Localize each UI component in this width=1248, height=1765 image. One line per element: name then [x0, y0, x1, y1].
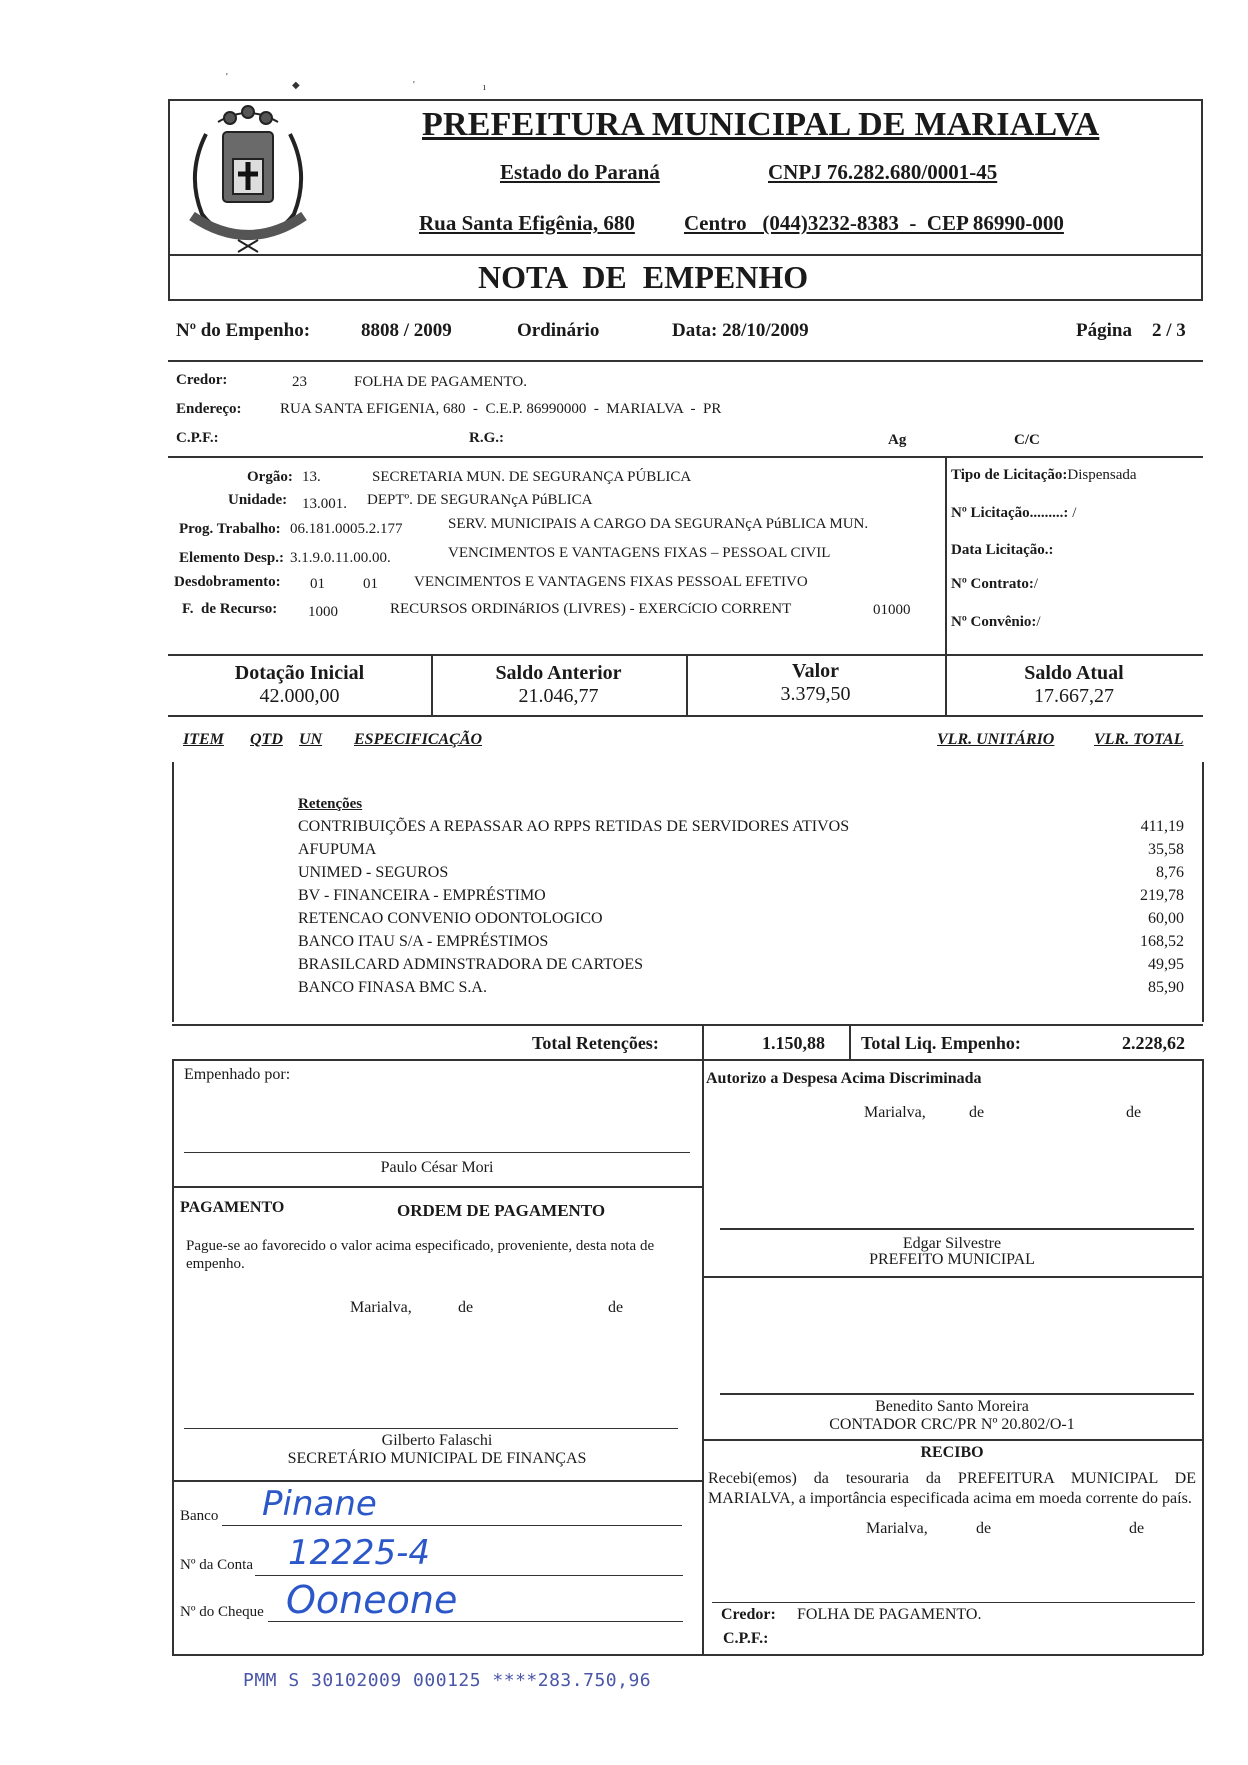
cheque-field[interactable]: Ooneone [286, 1578, 458, 1622]
secretario-sign-line [184, 1428, 678, 1429]
balance-saldo-atual [945, 662, 1203, 708]
recibo-title: RECIBO [920, 1444, 984, 1461]
recibo-credor-label: Credor: [721, 1606, 776, 1623]
header-divider [168, 254, 1203, 256]
balance-valor [686, 660, 945, 706]
numero-licitacao-label: Nº Licitação.........: [951, 505, 1069, 521]
header-contact: Centro (044)3232-8383 - CEP 86990-000 [684, 211, 1064, 235]
banco-line [222, 1525, 682, 1526]
orgao-label: Orgão: [247, 469, 293, 485]
retencao-value: 411,19 [1140, 818, 1184, 835]
balances-bottom-divider [168, 715, 1203, 717]
numero-licitacao [951, 505, 1076, 522]
credor-label: Credor: [176, 372, 228, 388]
contador-role: CONTADOR CRC/PR Nº 20.802/O-1 [829, 1416, 1075, 1433]
conta-label: Nº da Conta [180, 1557, 253, 1573]
unidade-code: 13.001. [302, 496, 347, 512]
desdobramento-desc: VENCIMENTOS E VANTAGENS FIXAS PESSOAL EFETIVO [414, 574, 808, 590]
total-retencoes-label: Total Retenções: [532, 1033, 659, 1053]
retencao-row [298, 884, 1184, 907]
retencoes-title: Retenções [298, 796, 363, 812]
tipo-licitacao-value: Dispensada [1067, 467, 1137, 483]
autorizo-de1: de [969, 1104, 985, 1121]
retencao-row [298, 815, 1184, 838]
autorizo-city: Marialva, [864, 1104, 926, 1121]
col-vlr-total: VLR. TOTAL [1094, 731, 1184, 748]
sig-left-border [172, 1059, 174, 1655]
prefeito-name: Edgar Silvestre [902, 1235, 1002, 1252]
retencao-value: 219,78 [1140, 887, 1184, 904]
total-retencoes-value: 1.150,88 [762, 1033, 825, 1053]
items-right-border [1202, 762, 1204, 1022]
recibo-text: Recebi(emos) da tesouraria da PREFEITURA MUNICIPAL DE MARIALVA, a importância especificada acima em moeda corrente do país. [708, 1470, 1196, 1507]
convenio [951, 614, 1041, 631]
empenho-number: 8808 / 2009 [361, 320, 452, 341]
sig-right-border [1202, 1059, 1204, 1655]
prefeito-role: PREFEITO MUNICIPAL [869, 1251, 1035, 1268]
contador-sign-line [720, 1393, 1194, 1395]
autorizo-de2: de [1126, 1104, 1142, 1121]
retencao-row [298, 953, 1184, 976]
recurso-code: 1000 [308, 604, 338, 620]
retencao-desc: BRASILCARD ADMINSTRADORA DE CARTOES [298, 956, 644, 973]
header-state: Estado do Paraná [500, 160, 660, 184]
total-liquido-label: Total Liq. Empenho: [861, 1033, 1021, 1053]
pagamento-label: PAGAMENTO [180, 1199, 285, 1216]
numero-licitacao-value: / [1072, 505, 1077, 521]
balance-dotacao-label: Dotação Inicial [234, 662, 365, 684]
secretario-bottom-divider [172, 1480, 702, 1482]
retencao-desc: BV - FINANCEIRA - EMPRÉSTIMO [298, 887, 546, 904]
convenio-value: / [1036, 614, 1041, 630]
secretario-name: Gilberto Falaschi [381, 1432, 493, 1449]
balance-valor-value: 3.379,50 [780, 683, 851, 705]
sig-bottom-border [172, 1654, 1203, 1656]
contrato [951, 576, 1038, 593]
retencao-desc: UNIMED - SEGUROS [298, 864, 449, 881]
balance-saldo-anterior-label: Saldo Anterior [495, 662, 622, 684]
totals-sep-2 [849, 1024, 851, 1059]
contador-bottom-divider [702, 1439, 1202, 1441]
retencao-value: 60,00 [1148, 910, 1184, 927]
pagamento-city: Marialva, [350, 1299, 412, 1316]
prog-trabalho-label: Prog. Trabalho: [179, 521, 281, 537]
retencao-desc: BANCO FINASA BMC S.A. [298, 979, 487, 996]
document-title: NOTA DE EMPENHO [478, 259, 809, 295]
recurso-label: F. de Recurso: [182, 601, 278, 617]
desdobramento-label: Desdobramento: [174, 574, 281, 590]
recibo-sign-line [712, 1602, 1195, 1603]
col-vlr-unitario: VLR. UNITÁRIO [937, 731, 1055, 748]
col-qtd: QTD [250, 731, 283, 748]
endereco-value: RUA SANTA EFIGENIA, 680 - C.E.P. 86990000 - MARIALVA - PR [280, 401, 722, 417]
desdobramento-code2: 01 [363, 576, 378, 592]
recibo-de1: de [976, 1520, 992, 1537]
balance-saldo-anterior-value: 21.046,77 [518, 685, 599, 707]
prog-trabalho-code: 06.181.0005.2.177 [290, 521, 403, 537]
balance-saldo-atual-value: 17.667,27 [1034, 685, 1114, 707]
recurso-desc: RECURSOS ORDINáRIOS (LIVRES) - EXERCíCIO CORRENT [390, 601, 792, 617]
recurso-code2: 01000 [873, 602, 911, 618]
cpf-label: C.P.F.: [176, 430, 219, 446]
endereco-label: Endereço: [176, 401, 242, 417]
sig-middle-border [702, 1059, 704, 1655]
total-liquido-value: 2.228,62 [1122, 1033, 1185, 1053]
empenhado-label: Empenhado por: [184, 1066, 291, 1083]
elemento-code: 3.1.9.0.11.00.00. [290, 550, 391, 566]
mechanical-stamp: PMM S 30102009 000125 ****283.750,96 [243, 1670, 652, 1691]
prefeito-bottom-divider [702, 1276, 1202, 1278]
prefeito-sign-line [720, 1228, 1194, 1230]
header-cnpj: CNPJ 76.282.680/0001-45 [768, 160, 998, 184]
balance-valor-label: Valor [791, 660, 840, 682]
recibo-cpf-label: C.P.F.: [723, 1630, 769, 1647]
balance-saldo-atual-label: Saldo Atual [1024, 662, 1124, 684]
balance-dotacao-value: 42.000,00 [259, 685, 340, 707]
elemento-label: Elemento Desp.: [179, 550, 284, 566]
totals-top-divider [172, 1024, 1203, 1026]
retencao-value: 168,52 [1140, 933, 1184, 950]
retencoes-list [298, 815, 1184, 999]
contador-name: Benedito Santo Moreira [875, 1398, 1029, 1415]
empenho-type: Ordinário [517, 320, 600, 341]
header-title: PREFEITURA MUNICIPAL DE MARIALVA [422, 106, 1100, 143]
empenhado-sign-line [184, 1152, 690, 1153]
elemento-desc: VENCIMENTOS E VANTAGENS FIXAS – PESSOAL CIVIL [448, 545, 831, 561]
conta-line [255, 1575, 683, 1576]
orgao-desc: SECRETARIA MUN. DE SEGURANÇA PÚBLICA [372, 469, 692, 485]
col-especificacao: ESPECIFICAÇÃO [354, 731, 483, 748]
recibo-credor-value: FOLHA DE PAGAMENTO. [797, 1606, 982, 1623]
empenho-label: Nº do Empenho: [176, 320, 311, 341]
empenhado-signer: Paulo César Mori [380, 1159, 494, 1176]
retencao-desc: AFUPUMA [298, 841, 377, 858]
retencao-row [298, 930, 1184, 953]
header-address: Rua Santa Efigênia, 680 [419, 211, 635, 235]
pagamento-de1: de [458, 1299, 474, 1316]
recibo-city: Marialva, [866, 1520, 928, 1537]
credor-code: 23 [292, 374, 307, 390]
retencao-value: 35,58 [1148, 841, 1184, 858]
retencao-desc: CONTRIBUIÇÕES A REPASSAR AO RPPS RETIDAS DE SERVIDORES ATIVOS [298, 818, 850, 835]
empenhado-bottom-divider [172, 1186, 702, 1188]
empenho-date: Data: 28/10/2009 [672, 320, 809, 341]
retencao-row [298, 838, 1184, 861]
balance-saldo-anterior [431, 662, 686, 708]
retencao-value: 85,90 [1148, 979, 1184, 996]
convenio-label: Nº Convênio: [951, 614, 1037, 630]
contrato-label: Nº Contrato: [951, 576, 1034, 592]
totals-bottom-divider [172, 1059, 1203, 1061]
pagamento-de2: de [608, 1299, 624, 1316]
recibo-de2: de [1129, 1520, 1145, 1537]
credor-name: FOLHA DE PAGAMENTO. [354, 374, 527, 390]
col-un: UN [299, 731, 323, 748]
pagamento-text: Pague-se ao favorecido o valor acima especificado, proveniente, desta nota de empenho. [186, 1238, 655, 1272]
col-item: ITEM [183, 731, 224, 748]
items-left-border [172, 762, 174, 1022]
page-value: 2 / 3 [1152, 320, 1186, 341]
retencao-value: 49,95 [1148, 956, 1184, 973]
retencao-row [298, 907, 1184, 930]
contrato-value: / [1033, 576, 1039, 592]
rg-label: R.G.: [469, 430, 504, 446]
retencao-row [298, 976, 1184, 999]
tipo-licitacao-label: Tipo de Licitação: [951, 467, 1068, 483]
retencao-desc: BANCO ITAU S/A - EMPRÉSTIMOS [298, 933, 549, 950]
ordem-pagamento-title: ORDEM DE PAGAMENTO [397, 1201, 606, 1220]
desdobramento-code1: 01 [310, 576, 325, 592]
retencao-row [298, 861, 1184, 884]
budget-divider [945, 456, 947, 654]
summary-divider [168, 360, 1203, 362]
banco-label: Banco [180, 1508, 219, 1524]
banco-field[interactable]: Pinane [262, 1484, 377, 1524]
municipal-crest-icon [178, 104, 318, 254]
totals-sep-1 [702, 1024, 704, 1059]
cheque-label: Nº do Cheque [180, 1604, 264, 1620]
creditor-divider [168, 456, 1203, 458]
autorizo-title: Autorizo a Despesa Acima Discriminada [706, 1070, 982, 1087]
prog-trabalho-desc: SERV. MUNICIPAIS A CARGO DA SEGURANçA PúBLICA MUN. [448, 516, 869, 532]
cc-label: C/C [1014, 432, 1040, 448]
page-label: Página [1076, 320, 1132, 341]
ag-label: Ag [888, 432, 907, 448]
orgao-code: 13. [302, 469, 321, 485]
retencao-desc: RETENCAO CONVENIO ODONTOLOGICO [298, 910, 603, 927]
retencao-value: 8,76 [1156, 864, 1184, 881]
unidade-label: Unidade: [228, 492, 288, 508]
data-licitacao-label: Data Licitação.: [951, 542, 1054, 558]
unidade-desc: DEPTº. DE SEGURANçA PúBLICA [367, 492, 593, 508]
secretario-role: SECRETÁRIO MUNICIPAL DE FINANÇAS [287, 1450, 587, 1467]
tipo-licitacao [951, 467, 1137, 484]
conta-field[interactable]: 12225-4 [288, 1533, 431, 1573]
balance-dotacao [168, 662, 431, 708]
